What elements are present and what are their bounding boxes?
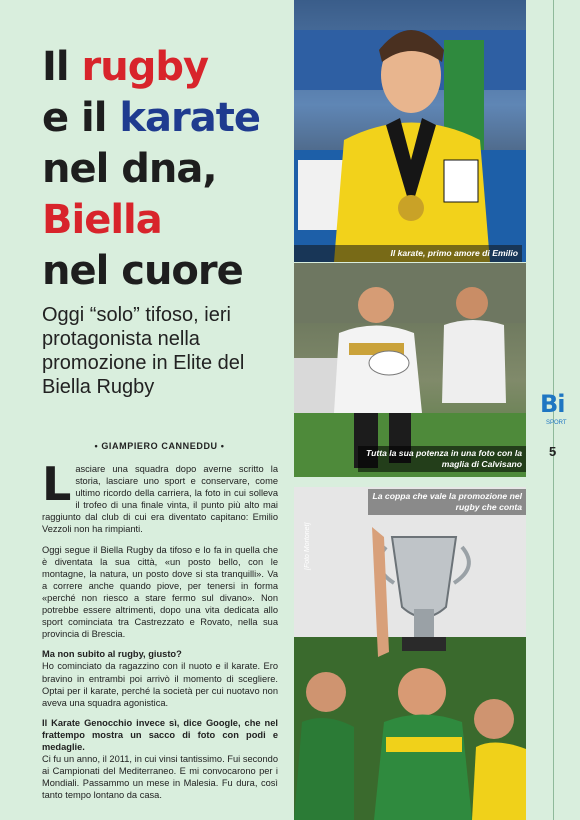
- headline-accent-karate: karate: [119, 95, 260, 141]
- magazine-logo-sub: SPORT: [546, 420, 567, 426]
- headline-line-1: Il rugby: [42, 44, 209, 90]
- question-2: Il Karate Genocchio invece sì, dice Google, che nel frattempo mostra un sacco di foto con podi e medaglie.: [42, 717, 278, 752]
- subtitle: Oggi “solo” tifoso, ieri protagonista nella promozione in Elite del Biella Rugby: [42, 304, 245, 398]
- paragraph-2: Oggi segue il Biella Rugby da tifoso e lo fa in quella che è diventata la sua città, «un posto bello, con le montagne, la natura, un posto dove si sta tranquilli». Va a correre anche quando piove, per tenersi in forma «perché non riesco a stare fermo sul divano». Non potrebbe essere altrimenti, dopo una vita dedicata allo sport cominciata tra Castrezzato e Rovato, nella sua provincia di Brescia.: [42, 544, 278, 640]
- answer-1: Ho cominciato da ragazzino con il nuoto e il karate. Ero bravino in entrambi poi arrivò il momento di scegliere. Optai per il karate, perché la società per cui nuotavo non aveva una squadra agonistica.: [42, 661, 278, 708]
- interview-block-1: [42, 648, 278, 708]
- photo-trophy: [294, 487, 526, 820]
- article-body: [42, 457, 278, 809]
- byline: • GIAMPIERO CANNEDDU •: [94, 441, 225, 451]
- headline-line-3: nel dna,: [42, 146, 217, 192]
- headline-line-2: e il karate: [42, 95, 260, 141]
- paragraph-1: Lasciare una squadra dopo averne scritto la storia, lasciare uno sport e conservare, come ultimo ricordo della carriera, la foto in cui solleva il trofeo di una finale vinta, il punto più alto mai raggiunto dal club di cui era diventato capitano: Emilio Vezzoli non ha rimpianti.: [42, 457, 278, 535]
- headline-line-5: nel cuore: [42, 248, 243, 294]
- photo-credit: [Foto Mortonet]: [304, 522, 311, 570]
- caption-rugby-action: Tutta la sua potenza in una foto con la maglia di Calvisano: [358, 446, 526, 472]
- trophy-photo-illustration: [294, 487, 526, 820]
- headline-accent-rugby: rugby: [81, 44, 209, 90]
- page-number: 5: [549, 444, 557, 459]
- magazine-logo: Bi: [540, 390, 565, 418]
- karate-photo-illustration: [294, 0, 526, 262]
- caption-trophy: La coppa che vale la promozione nel rugby che conta: [368, 489, 526, 515]
- caption-karate: Il karate, primo amore di Emilio: [294, 245, 522, 262]
- rugby-photo-illustration: [294, 263, 526, 477]
- drop-cap: L: [42, 457, 72, 511]
- interview-block-2: [42, 717, 278, 802]
- answer-2: Ci fu un anno, il 2011, in cui vinsi tantissimo. Fui secondo ai Campionati del Mediterraneo. E mi convocarono per i Mondiali. Passammo un mese in Malesia. Fu dura, così tanto tempo lontano da casa.: [42, 754, 278, 801]
- headline-line-4: Biella: [42, 197, 162, 243]
- photo-karate: [294, 0, 526, 262]
- question-1: Ma non subito al rugby, giusto?: [42, 649, 182, 660]
- photo-rugby-action: [294, 263, 526, 477]
- headline: [42, 42, 292, 297]
